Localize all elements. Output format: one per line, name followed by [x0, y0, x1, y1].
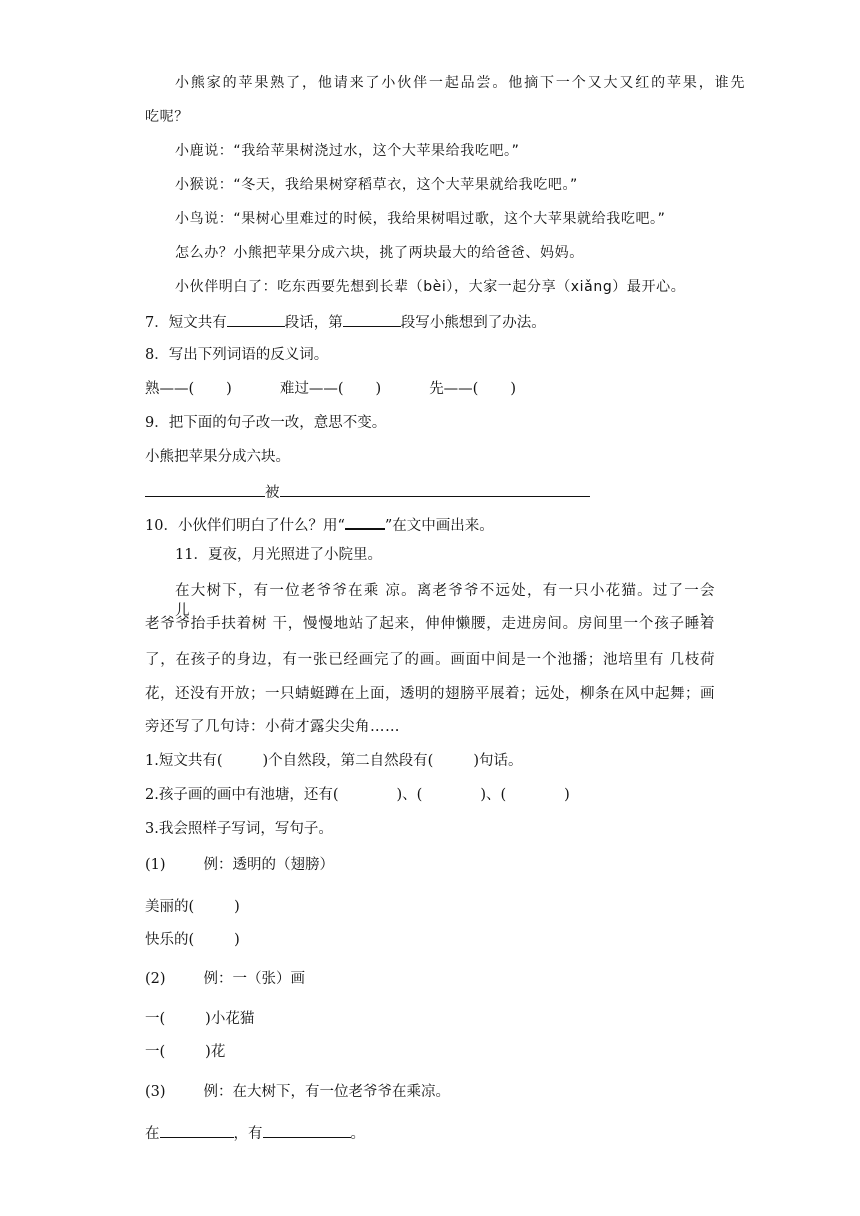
question-9-rewrite [145, 481, 590, 503]
antonym-word-1: 熟——( [145, 381, 195, 397]
question-10-text-b: ”在文中画出来。 [384, 518, 494, 534]
passage-paragraph-1: 小熊家的苹果熟了，他请来了小伙伴一起品尝。他摘下一个又大又红的苹果，谁先 [175, 75, 745, 91]
underline-mark [345, 513, 385, 530]
passage-paragraph-4: 小鸟说：“果树心里难过的时候，我给果树唱过歌，这个大苹果就给我吃吧。” [175, 211, 666, 227]
example-2: (2) 例：一（张）画 [145, 971, 306, 987]
passage-paragraph-1-cont: 吃呢？ [145, 109, 189, 125]
example-1-item-2: 快乐的( ) [145, 932, 240, 948]
q11-sub-3: 3.我会照样子写词，写句子。 [145, 821, 333, 837]
question-9-blank-2[interactable] [280, 481, 590, 497]
question-9-blank-1[interactable] [145, 481, 265, 497]
question-7-text-c: 段写小熊想到了办法。 [400, 315, 546, 331]
example-3: (3) 例：在大树下，有一位老爷爷在乘凉。 [145, 1084, 451, 1100]
question-7-text-a: 7．短文共有 [145, 315, 227, 331]
q11-sub-1: 1.短文共有( )个自然段，第二自然段有( )句话。 [145, 753, 523, 769]
question-7-text-b: 段话，第 [284, 315, 343, 331]
question-11-title: 11．夏夜，月光照进了小院里。 [175, 547, 382, 563]
example-3-blank-2[interactable] [263, 1122, 351, 1138]
question-10-text-a: 10．小伙伴们明白了什么？用“ [145, 518, 345, 534]
question-11-para-line-1: 在大树下，有一位老爷爷在乘 凉。离老爷爷不远处，有一只小花猫。过了一会儿， [175, 583, 715, 619]
antonym-word-3: 先——( [429, 381, 479, 397]
q11-sub-2: 2.孩子画的画中有池塘，还有( )、( )、( ) [145, 787, 570, 803]
example-3-item: 在 ，有 。 [145, 1122, 365, 1144]
example-1: (1) 例：透明的（翅膀） [145, 857, 335, 873]
passage-paragraph-2: 小鹿说：“我给苹果树浇过水，这个大苹果给我吃吧。” [175, 143, 520, 159]
question-8-answers: 熟——( ) 难过——( ) 先——( ) [145, 381, 517, 397]
example-2-item-1: 一( )小花猫 [145, 1011, 255, 1027]
passage-paragraph-6: 小伙伴明白了：吃东西要先想到长辈（bèi），大家一起分享（xiǎng）最开心。 [175, 279, 686, 295]
example-3-blank-1[interactable] [160, 1122, 234, 1138]
example-2-item-2: 一( )花 [145, 1044, 226, 1060]
question-9-sentence: 小熊把苹果分成六块。 [145, 449, 290, 465]
question-11-para-line-3: 了，在孩子的身边，有一张已经画完了的画。画面中间是一个池播；池培里有 几枝荷 [145, 652, 715, 668]
question-7 [145, 311, 546, 333]
question-9-title: 9．把下面的句子改一改，意思不变。 [145, 415, 387, 431]
question-9-bei: 被 [265, 485, 280, 501]
question-11-para-line-4: 花，还没有开放；一只蜻蜓蹲在上面，透明的翅膀平展着；远处，柳条在风中起舞；画 [145, 686, 715, 702]
question-11-para-line-2: 老爷爷抬手扶着树 干，慢慢地站了起来，伸伸懒腰，走进房间。房间里一个孩子睡着 [145, 616, 715, 632]
example-1-item-1: 美丽的( ) [145, 899, 240, 915]
question-10 [145, 513, 494, 536]
question-7-blank-2[interactable] [343, 311, 401, 327]
question-11-para-line-5: 旁还写了几句诗：小荷才露尖尖角…… [145, 719, 400, 735]
passage-paragraph-5: 怎么办？小熊把苹果分成六块，挑了两块最大的给爸爸、妈妈。 [175, 245, 584, 261]
antonym-word-2: 难过——( [279, 381, 344, 397]
question-8-title: 8．写出下列词语的反义词。 [145, 347, 329, 363]
passage-paragraph-3: 小猴说：“冬天，我给果树穿稻草衣，这个大苹果就给我吃吧。” [175, 177, 578, 193]
question-7-blank-1[interactable] [227, 311, 285, 327]
